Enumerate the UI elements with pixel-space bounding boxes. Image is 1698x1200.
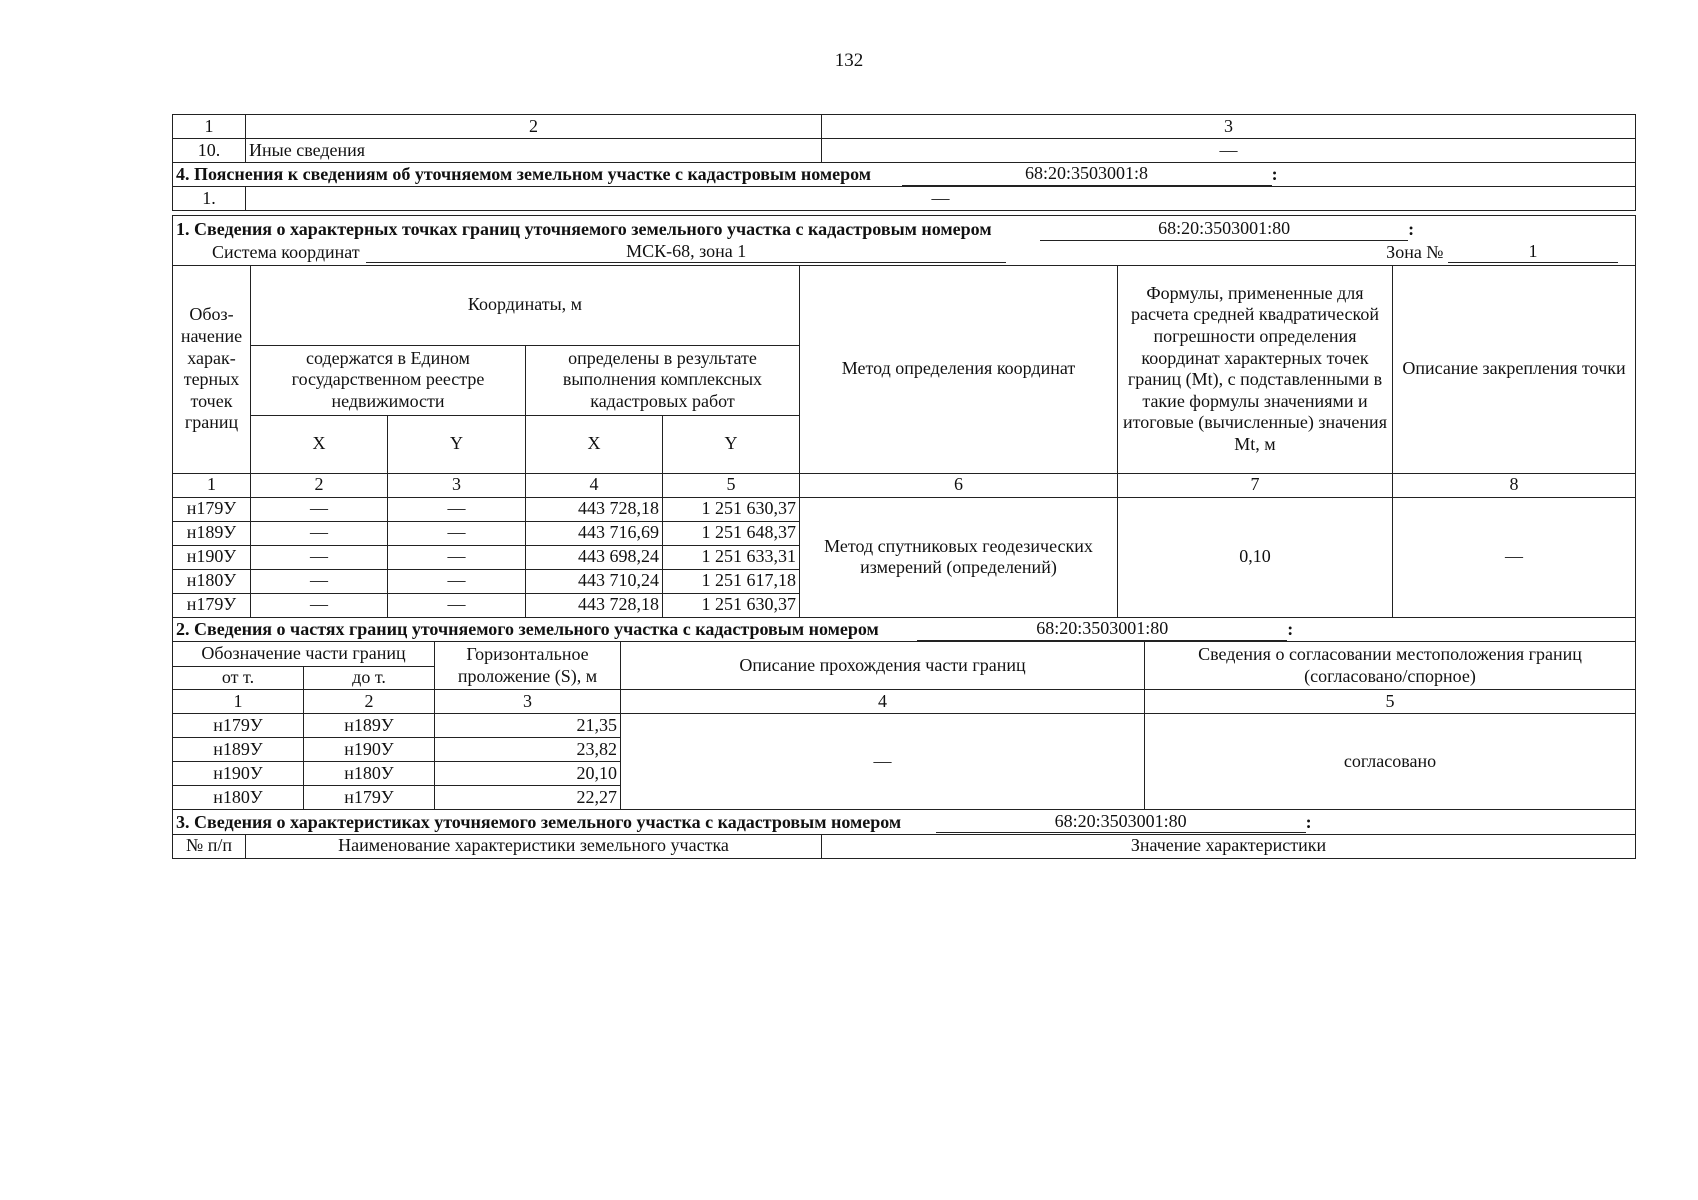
header-description: Описание прохождения части границ	[621, 642, 1145, 690]
zone-value: 1	[1448, 241, 1618, 264]
colon: :	[1287, 619, 1294, 640]
part-length: 22,27	[435, 786, 621, 810]
header-egrn: содержатся в Едином государственном реестре недвижимости	[251, 345, 526, 415]
colon: :	[1271, 164, 1278, 185]
col-number: 5	[663, 473, 800, 497]
coord-system-value: МСК-68, зона 1	[366, 241, 1006, 264]
row-label: Иные сведения	[246, 139, 822, 163]
section4-cadastral-number: 68:20:3503001:8	[902, 163, 1272, 186]
complex-x: 443 716,69	[526, 521, 663, 545]
section2-header	[173, 618, 1636, 642]
egrn-y: —	[388, 545, 526, 569]
part-from: н190У	[173, 762, 304, 786]
section1-header	[173, 216, 1636, 266]
row-other-info	[173, 139, 1636, 163]
header-complex: определены в результате выполнения комплексных кадастровых работ	[526, 345, 800, 415]
zone-label: Зона №	[1386, 241, 1444, 262]
row-num: 1.	[173, 187, 246, 211]
coord-system-label: Система координат	[212, 241, 360, 262]
section4-header	[173, 163, 1636, 187]
colon: :	[1408, 219, 1415, 239]
header-fixing: Описание закрепления точки	[1393, 265, 1636, 473]
egrn-y: —	[388, 569, 526, 593]
characteristics-header-row	[173, 834, 1636, 858]
header-coordinates: Координаты, м	[251, 265, 800, 345]
header-formulas: Формулы, примененные для расчета средней квадратической погрешности определения координат характерных точек границ (Mt), с подставленными в такие формулы значениями и итоговые (вычисленные) значения Mt, м	[1118, 265, 1393, 473]
method-value: Метод спутниковых геодезических измерений (определений)	[800, 497, 1118, 617]
points-column-numbers	[173, 473, 1636, 497]
description-value: —	[621, 714, 1145, 810]
egrn-x: —	[251, 497, 388, 521]
part-from: н189У	[173, 738, 304, 762]
col-number: 2	[251, 473, 388, 497]
parts-table	[172, 618, 1636, 811]
point-id: н190У	[173, 545, 251, 569]
part-to: н189У	[304, 714, 435, 738]
section2-title: 2. Сведения о частях границ уточняемого земельного участка с кадастровым номером	[176, 619, 879, 640]
point-id: н180У	[173, 569, 251, 593]
complex-y: 1 251 648,37	[663, 521, 800, 545]
agreement-value: согласовано	[1145, 714, 1636, 810]
point-id: н179У	[173, 593, 251, 617]
top-column-numbers	[173, 115, 1636, 139]
section3-cadastral-number: 68:20:3503001:80	[936, 811, 1306, 834]
table-row	[173, 714, 1636, 738]
col-number: 1	[173, 473, 251, 497]
complex-y: 1 251 630,37	[663, 497, 800, 521]
col-number: 3	[388, 473, 526, 497]
header-y: Y	[663, 415, 800, 473]
egrn-y: —	[388, 497, 526, 521]
section3-title: 3. Сведения о характеристиках уточняемого земельного участка с кадастровым номером	[176, 811, 902, 832]
point-id: н179У	[173, 497, 251, 521]
parts-column-numbers	[173, 690, 1636, 714]
points-header-row-1	[173, 265, 1636, 345]
complex-x: 443 698,24	[526, 545, 663, 569]
header-y: Y	[388, 415, 526, 473]
section1-cadastral-number: 68:20:3503001:80	[1040, 218, 1408, 241]
mt-value: 0,10	[1118, 497, 1393, 617]
top-table	[172, 114, 1636, 211]
col-number: 4	[621, 690, 1145, 714]
complex-y: 1 251 633,31	[663, 545, 800, 569]
part-from: н179У	[173, 714, 304, 738]
col-number: 2	[304, 690, 435, 714]
col-number: 1	[173, 115, 246, 139]
col-number: 1	[173, 690, 304, 714]
col-number: 3	[435, 690, 621, 714]
header-value: Значение характеристики	[822, 834, 1636, 858]
part-length: 21,35	[435, 714, 621, 738]
colon: :	[1305, 811, 1312, 832]
header-horizontal: Горизонтальное проложение (S), м	[435, 642, 621, 690]
section3-header	[173, 810, 1636, 834]
point-id: н189У	[173, 521, 251, 545]
col-number: 6	[800, 473, 1118, 497]
part-to: н180У	[304, 762, 435, 786]
row-value: —	[246, 187, 1636, 211]
header-num: № п/п	[173, 834, 246, 858]
row-num: 10.	[173, 139, 246, 163]
egrn-x: —	[251, 545, 388, 569]
part-to: н190У	[304, 738, 435, 762]
characteristics-table	[172, 810, 1636, 859]
part-from: н180У	[173, 786, 304, 810]
col-number: 3	[822, 115, 1636, 139]
header-agreement: Сведения о согласовании местоположения границ (согласовано/спорное)	[1145, 642, 1636, 690]
table-row	[173, 497, 1636, 521]
part-to: н179У	[304, 786, 435, 810]
header-from: от т.	[173, 667, 304, 690]
fixing-value: —	[1393, 497, 1636, 617]
header-x: X	[251, 415, 388, 473]
col-number: 8	[1393, 473, 1636, 497]
header-to: до т.	[304, 667, 435, 690]
row-value: —	[822, 139, 1636, 163]
part-length: 20,10	[435, 762, 621, 786]
egrn-y: —	[388, 521, 526, 545]
egrn-x: —	[251, 569, 388, 593]
col-number: 4	[526, 473, 663, 497]
section3-title-cell	[173, 810, 1636, 834]
egrn-x: —	[251, 593, 388, 617]
header-designation: Обоз-начение харак-терных точек границ	[173, 265, 251, 473]
egrn-x: —	[251, 521, 388, 545]
section4-title: 4. Пояснения к сведениям об уточняемом земельном участке с кадастровым номером	[176, 164, 872, 185]
egrn-y: —	[388, 593, 526, 617]
header-x: X	[526, 415, 663, 473]
cadastral-document	[172, 114, 1636, 859]
complex-x: 443 728,18	[526, 593, 663, 617]
page-number: 132	[834, 50, 864, 71]
part-length: 23,82	[435, 738, 621, 762]
section1-title-cell	[173, 216, 1636, 266]
section4-row	[173, 187, 1636, 211]
section2-cadastral-number: 68:20:3503001:80	[917, 618, 1287, 641]
col-number: 5	[1145, 690, 1636, 714]
col-number: 7	[1118, 473, 1393, 497]
complex-x: 443 710,24	[526, 569, 663, 593]
header-method: Метод определения координат	[800, 265, 1118, 473]
section2-title-cell	[173, 618, 1636, 642]
col-number: 2	[246, 115, 822, 139]
complex-x: 443 728,18	[526, 497, 663, 521]
complex-y: 1 251 617,18	[663, 569, 800, 593]
points-table	[172, 215, 1636, 618]
header-part-designation: Обозначение части границ	[173, 642, 435, 667]
header-name: Наименование характеристики земельного участка	[246, 834, 822, 858]
complex-y: 1 251 630,37	[663, 593, 800, 617]
parts-header-row-1	[173, 642, 1636, 667]
section4-title-cell	[173, 163, 1636, 187]
section1-title: 1. Сведения о характерных точках границ уточняемого земельного участка с кадастровым номером	[176, 219, 992, 239]
